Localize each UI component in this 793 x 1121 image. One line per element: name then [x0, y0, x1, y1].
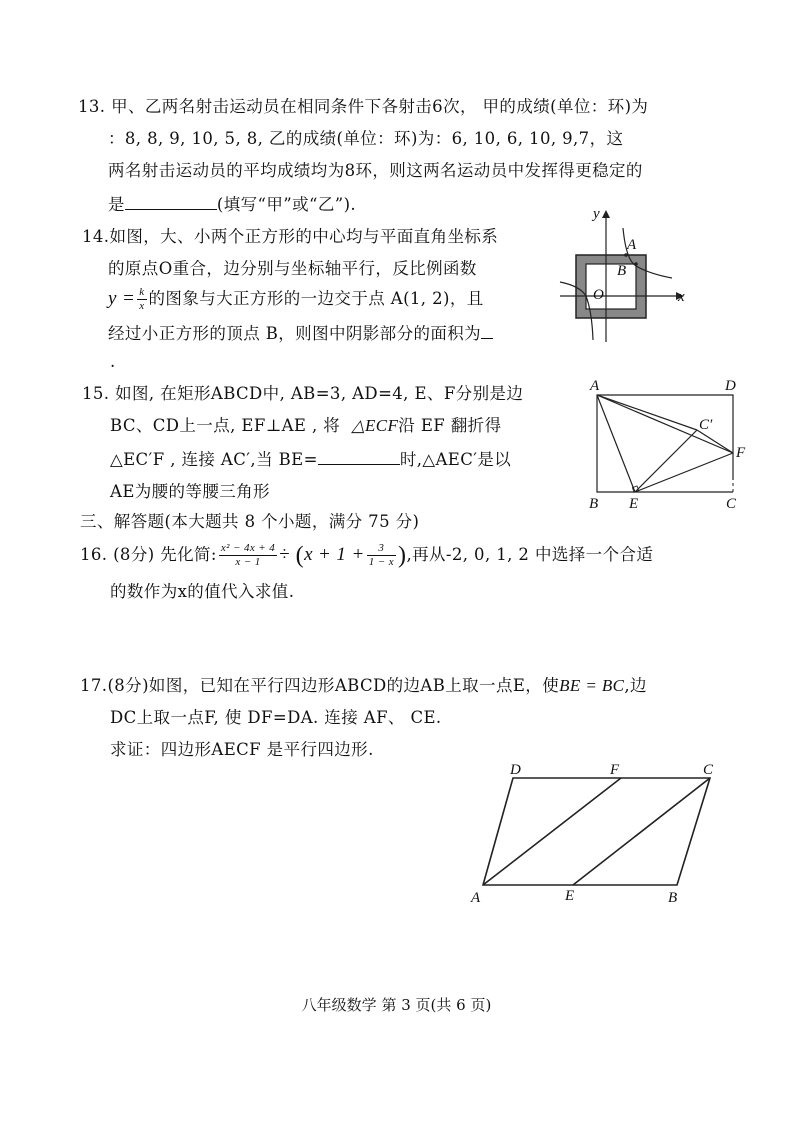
- q14-line-5: .: [110, 352, 116, 371]
- q17-label-c: C: [703, 762, 714, 778]
- q17-line-3: 求证：四边形AECF 是平行四边形.: [110, 740, 374, 759]
- q17-figure: [465, 760, 725, 910]
- q16-frac1-numerator: x² − 4x + 4: [220, 542, 276, 554]
- q16-prefix: 16. (8分) 先化简:: [80, 545, 217, 564]
- q17-segment-af: [483, 778, 621, 885]
- q14-line-4: [108, 320, 493, 346]
- q15-segment-ae: [597, 395, 635, 492]
- q13-line-4: [108, 191, 356, 217]
- q15-line-3: [110, 446, 511, 472]
- q14-label-y: y: [593, 206, 600, 222]
- q15-segment-ef: [635, 453, 733, 492]
- q16-fraction-1: [219, 542, 277, 569]
- q15-line-1: 15. 如图, 在矩形ABCD中, AB=3, AD=4, E、F分别是边: [82, 384, 524, 403]
- q13-answer-blank[interactable]: [125, 191, 217, 210]
- q14-line-4-text: 经过小正方形的顶点 B，则图中阴影部分的面积为: [108, 324, 482, 343]
- q13-line-4-start: 是: [108, 195, 125, 214]
- q15-line-3-start: △EC′F , 连接 AC′,当 BE=: [110, 450, 318, 469]
- q15-answer-blank[interactable]: [318, 446, 400, 465]
- q14-line-3: [108, 282, 484, 316]
- q15-line-2-start: BC、CD上一点, EF⊥AE , 将: [110, 416, 341, 435]
- q16-fraction-2: [367, 542, 396, 569]
- q14-line-3-rest: 的图象与大正方形的一边交于点 A(1, 2)，且: [148, 289, 484, 308]
- q17-label-b: B: [668, 890, 678, 906]
- q14-point-a: [624, 253, 628, 257]
- q16-suffix: ,再从-2, 0, 1, 2 中选择一个合适: [406, 545, 654, 564]
- q17-parallelogram: [483, 778, 710, 885]
- q17-label-a: A: [471, 890, 481, 906]
- q17-line-1: [80, 674, 647, 698]
- q17-line-1-start: 17.(8分)如图，已知在平行四边形ABCD的边AB上取一点E，使: [80, 676, 560, 695]
- q15-figure: [585, 375, 745, 515]
- q15-label-c: C: [726, 496, 737, 512]
- q13-line-1: 13. 甲、乙两名射击运动员在相同条件下各射击6次， 甲的成绩(单位：环)为: [78, 97, 649, 116]
- q14-hyperbola-upper: [623, 228, 672, 278]
- q17-label-d: D: [510, 762, 521, 778]
- q16-paren-close: ): [398, 542, 407, 569]
- q17-label-f: F: [610, 762, 620, 778]
- q15-label-d: D: [725, 378, 736, 394]
- q15-segment-af: [597, 395, 733, 453]
- q15-label-a: A: [590, 378, 600, 394]
- q14-y-arrow: [602, 210, 610, 218]
- q14-label-x: x: [678, 289, 685, 305]
- q15-triangle-ecf: △ECF: [351, 416, 399, 435]
- q16-divide-sign: ÷: [279, 544, 291, 565]
- q15-segment-ec-prime: [635, 430, 697, 492]
- q15-line-2: [110, 414, 501, 438]
- q17-line-2: DC上取一点F, 使 DF=DA. 连接 AF、 CE.: [110, 708, 442, 727]
- q14-figure: [560, 200, 700, 345]
- q15-label-f: F: [736, 445, 746, 461]
- q16-expression: x + 1 +: [304, 544, 365, 565]
- q15-rectangle: [597, 395, 733, 492]
- q14-k-over-x-fraction: [137, 286, 146, 313]
- q13-line-4-end: (填写“甲”或“乙”).: [216, 195, 357, 214]
- q15-label-e: E: [629, 496, 639, 512]
- q14-label-o: O: [593, 287, 604, 303]
- q15-line-4: AE为腰的等腰三角形: [110, 482, 270, 501]
- q14-line-1: 14.如图，大、小两个正方形的中心均与平面直角坐标系: [82, 227, 499, 246]
- q17-label-e: E: [565, 888, 575, 904]
- section-3-heading: 三、解答题(本大题共 8 个小题，满分 75 分): [80, 512, 420, 531]
- q15-line-3-end: 时,△AEC′是以: [399, 450, 512, 469]
- q15-right-angle-mark: [632, 486, 638, 492]
- q14-line-2: 的原点O重合，边分别与坐标轴平行，反比例函数: [108, 259, 477, 278]
- q16-frac1-denominator: x − 1: [235, 556, 261, 568]
- q13-line-3: 两名射击运动员的平均成绩均为8环，则这两名运动员中发挥得更稳定的: [108, 161, 643, 180]
- q17-be-equals-bc: BE = BC: [559, 676, 625, 695]
- q14-point-b: [634, 262, 638, 266]
- q14-y-equals: y =: [108, 288, 136, 309]
- q13-line-2: ：8, 8, 9, 10, 5, 8, 乙的成绩(单位：环)为：6, 10, 6, 10, 9,7，这: [108, 129, 624, 148]
- q14-frac-denominator: x: [139, 300, 145, 312]
- q16-frac2-denominator: 1 − x: [368, 556, 395, 568]
- q15-segment-ac-prime: [597, 395, 697, 430]
- q14-frac-numerator: k: [139, 286, 145, 298]
- q16-line-1: [80, 536, 653, 574]
- q15-segment-c-prime-f: [697, 430, 733, 453]
- q14-answer-blank[interactable]: [481, 320, 493, 339]
- q15-label-b: B: [589, 496, 599, 512]
- q16-paren-open: (: [295, 542, 305, 569]
- q15-line-2-end: 沿 EF 翻折得: [398, 416, 502, 435]
- q17-segment-ce: [573, 778, 710, 885]
- q14-label-a: A: [627, 237, 637, 253]
- q16-frac2-numerator: 3: [367, 542, 396, 556]
- q14-label-b: B: [617, 263, 627, 279]
- q15-label-c-prime: C′: [699, 417, 713, 433]
- page-footer: 八年级数学 第 3 页(共 6 页): [301, 996, 492, 1014]
- q16-line-2: 的数作为x的值代入求值.: [110, 582, 295, 601]
- q17-line-1-end: ,边: [624, 676, 647, 695]
